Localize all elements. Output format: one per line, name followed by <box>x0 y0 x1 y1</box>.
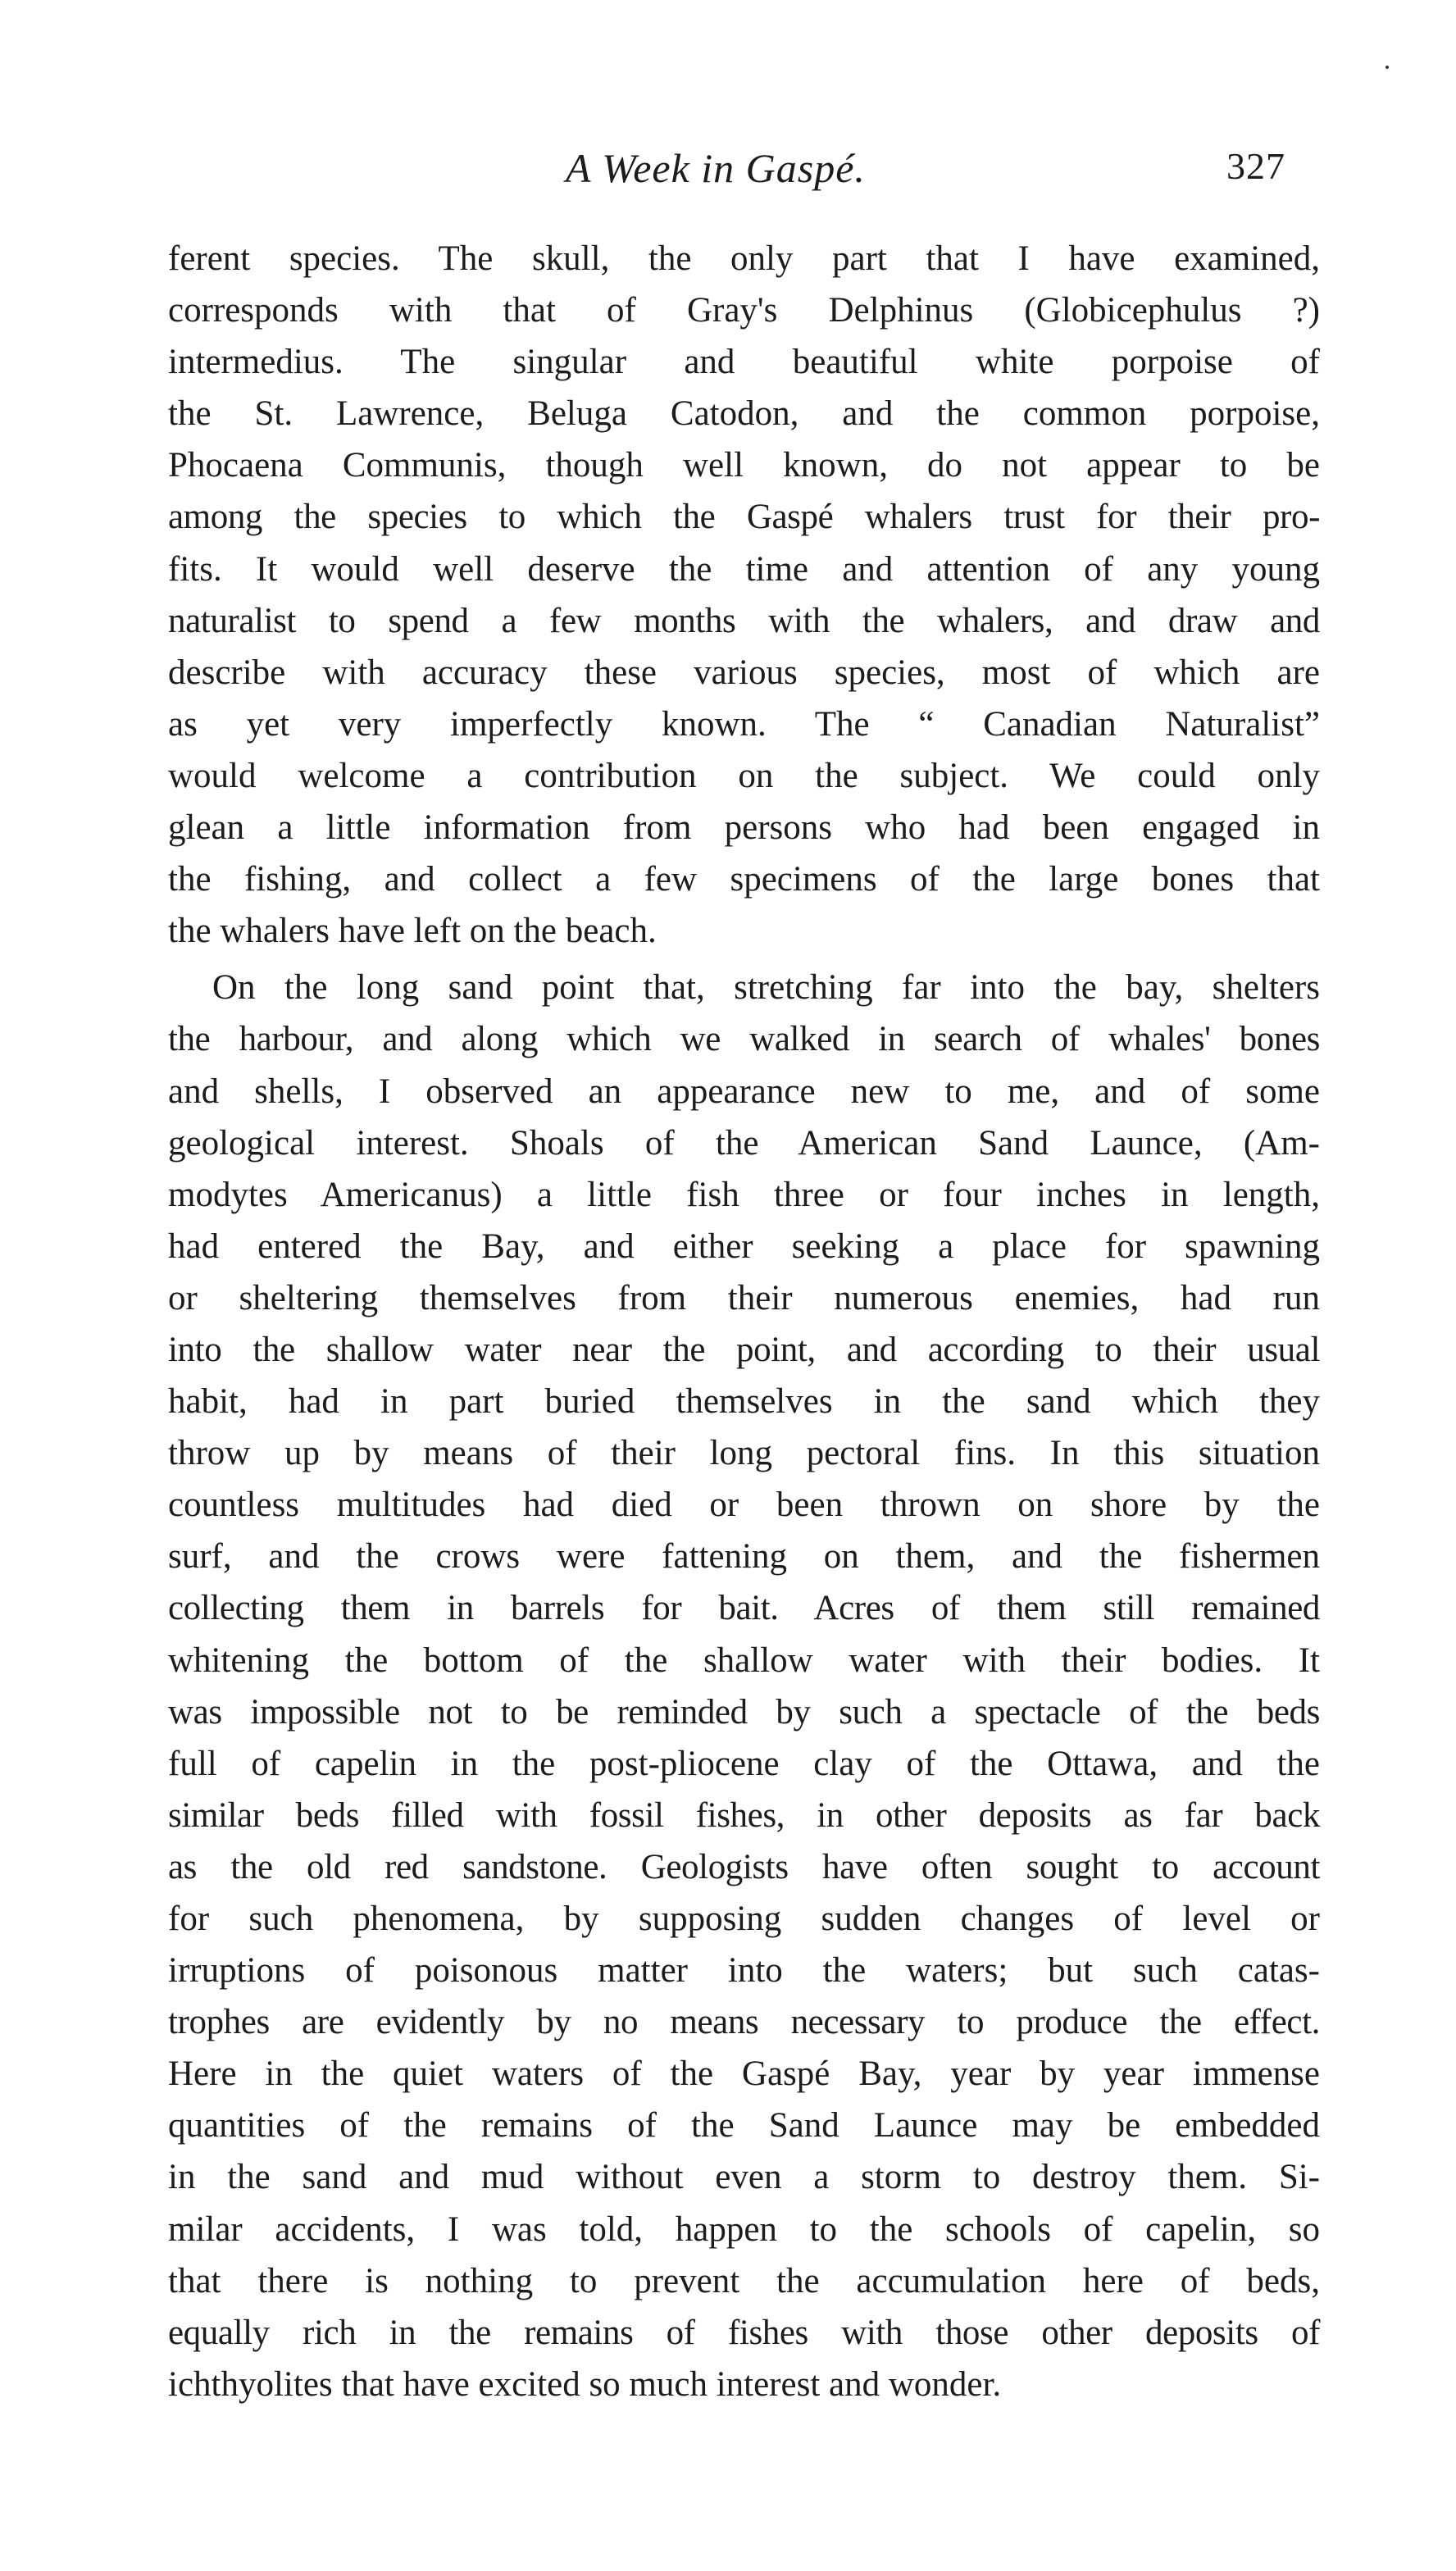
text-line: Here in the quiet waters of the Gaspé Bay, year by year immense <box>168 2055 1320 2094</box>
text-line: the whalers have left on the beach. <box>168 912 657 951</box>
text-line: countless multitudes had died or been thrown on shore by the <box>168 1486 1320 1525</box>
text-line: geological interest. Shoals of the American Sand Launce, (Am- <box>168 1123 1320 1163</box>
text-line: into the shallow water near the point, and according to their usual <box>168 1330 1320 1369</box>
text-line: full of capelin in the post-pliocene clay of the Ottawa, and the <box>168 1744 1320 1783</box>
paragraph <box>168 962 1320 2410</box>
text-line: or sheltering themselves from their numerous enemies, had run <box>168 1278 1320 1317</box>
text-line: was impossible not to be reminded by such a spectacle of the beds <box>168 1692 1320 1731</box>
text-line: milar accidents, I was told, happen to the schools of capelin, so <box>168 2209 1320 2249</box>
text-line: Phocaena Communis, though well known, do not appear to be <box>168 446 1320 485</box>
text-line: intermedius. The singular and beautiful white porpoise of <box>168 343 1320 382</box>
text-line: On the long sand point that, stretching far into the bay, shelters <box>212 968 1320 1008</box>
text-line: glean a little information from persons who had been engaged in <box>168 808 1320 848</box>
body-text <box>168 233 1320 2410</box>
text-line: equally rich in the remains of fishes with those other deposits of <box>168 2313 1320 2352</box>
text-line: ichthyolites that have excited so much interest and wonder. <box>168 2364 1002 2404</box>
text-line: quantities of the remains of the Sand Launce may be embedded <box>168 2106 1320 2146</box>
text-line: the St. Lawrence, Beluga Catodon, and the common porpoise, <box>168 394 1320 434</box>
text-line: ferent species. The skull, the only part that I have examined, <box>168 239 1320 278</box>
text-line: habit, had in part buried themselves in the sand which they <box>168 1382 1320 1422</box>
scan-speck <box>1385 66 1389 69</box>
text-line: as yet very imperfectly known. The “ Canadian Naturalist” <box>168 704 1320 744</box>
text-line: the harbour, and along which we walked in search of whales' bones <box>168 1020 1320 1059</box>
text-line: the fishing, and collect a few specimens of the large bones that <box>168 860 1320 899</box>
text-line: corresponds with that of Gray's Delphinus (Globicephulus ?) <box>168 291 1320 330</box>
text-line: describe with accuracy these various species, most of which are <box>168 653 1320 692</box>
text-line: similar beds filled with fossil fishes, in other deposits as far back <box>168 1795 1320 1835</box>
running-title: A Week in Gaspé. <box>566 145 866 191</box>
text-line: had entered the Bay, and either seeking a place for spawning <box>168 1226 1320 1266</box>
text-line: naturalist to spend a few months with the whalers, and draw and <box>168 601 1320 640</box>
text-line: collecting them in barrels for bait. Acres of them still remained <box>168 1589 1320 1628</box>
text-line: that there is nothing to prevent the accumulation here of beds, <box>168 2261 1320 2300</box>
text-line: among the species to which the Gaspé whalers trust for their pro- <box>168 498 1320 537</box>
text-line: throw up by means of their long pectoral fins. In this situation <box>168 1434 1320 1473</box>
running-head <box>0 144 1456 210</box>
text-line: irruptions of poisonous matter into the waters; but such catas- <box>168 1951 1320 1991</box>
text-line: trophes are evidently by no means necessary to produce the effect. <box>168 2003 1320 2042</box>
text-line: modytes Americanus) a little fish three or four inches in length, <box>168 1175 1320 1214</box>
text-line: and shells, I observed an appearance new to me, and of some <box>168 1072 1320 1111</box>
text-line: for such phenomena, by supposing sudden changes of level or <box>168 1900 1320 1938</box>
text-line: surf, and the crows were fattening on them, and the fishermen <box>168 1537 1320 1577</box>
text-line: fits. It would well deserve the time and attention of any young <box>168 549 1320 589</box>
text-line: would welcome a contribution on the subject. We could only <box>168 756 1320 795</box>
text-line: in the sand and mud without even a storm to destroy them. Si- <box>168 2158 1320 2197</box>
text-line: whitening the bottom of the shallow water with their bodies. It <box>168 1640 1320 1680</box>
text-line: as the old red sandstone. Geologists have often sought to account <box>168 1847 1320 1886</box>
page-number: 327 <box>1226 145 1285 187</box>
paragraph <box>168 233 1320 957</box>
